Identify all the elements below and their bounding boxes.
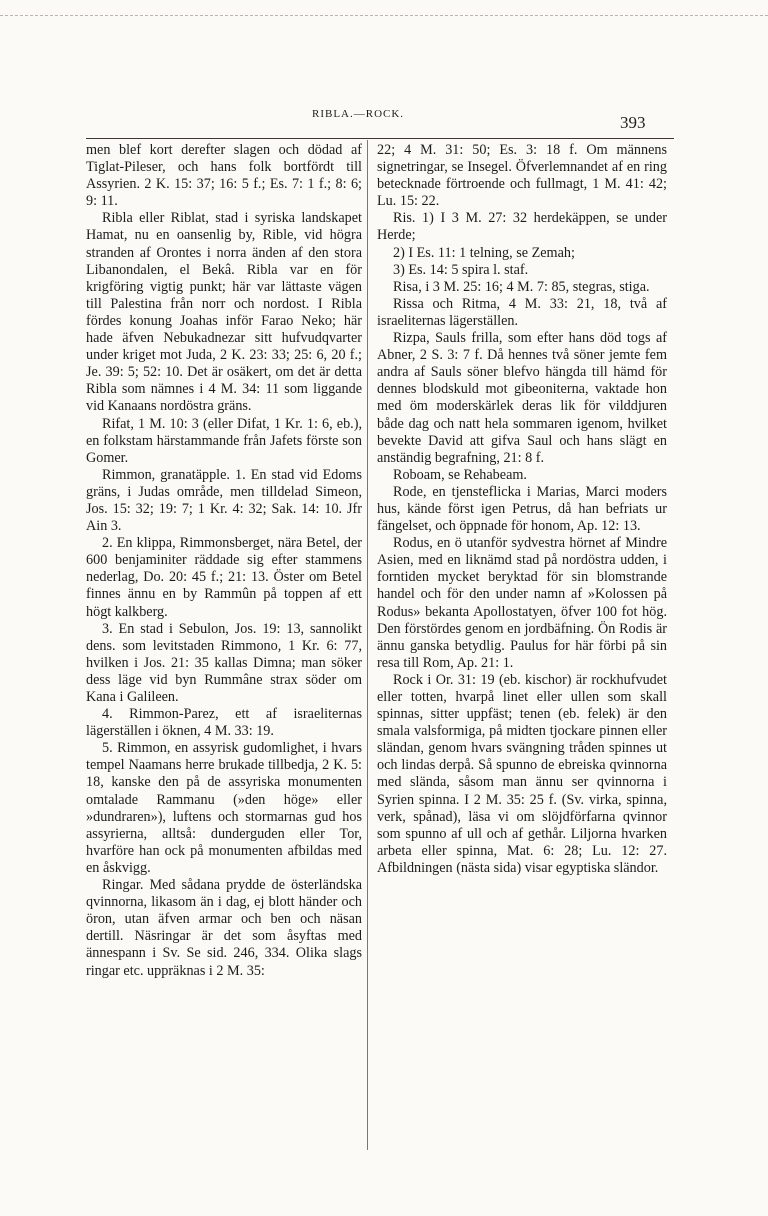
entry-ris-3: 3) Es. 14: 5 spira l. staf. [393, 261, 529, 278]
entry-rimmon-3: 3. En stad i Sebulon, Jos. 19: 13, sannolikt dens. som levitstaden Rimmono, 1 Kr. 6: 77, hvilken i Jos. 21: 35 kallas Dimna; man söker dess läge vid byn Rummâne strax söder om Kana i Galileen. [86, 620, 362, 705]
column-divider [367, 140, 368, 1150]
entry-rizpa: Rizpa, Sauls frilla, som efter hans död togs af Abner, 2 S. 3: 7 f. Då hennes två söner jemte fem andra af Sauls söner blefvo hängda till hämd för dennes blodskuld mot gibeoniterna, vaktade hon med öm moderskärlek deras lik för vilddjuren både dag och natt hela sommaren igenom, hvilket bevekte David att gifva Saul och hans slägt en anständig begrafning, 21: 8 f. [377, 330, 667, 466]
entry-roboam: Roboam, se Rehabeam. [393, 466, 527, 483]
entry-rock: Rock i Or. 31: 19 (eb. kischor) är rockhufvudet eller totten, hvarpå linet eller ullen som skall spinnas, sitter uppfäst; tenen (eb. felek) är den smala valsformiga, på midten tjockare pinnen eller sländan, genom hvars svängning tråden spinnes ut och lindas derpå. Så spunno de ebreiska qvinnorna med slända, såsom man ännu ser qvinnorna i Syrien spinna. I 2 M. 35: 25 f. (Sv. virka, spinna, verk, spånad), läsa vi om slöjdförfarna qvinnor som spunno af ull och af gethår. Liljorna hvarken arbeta eller spinna, Mat. 6: 28; Lu. 12: 27. Afbildningen (nästa sida) visar egyptiska sländor. [377, 671, 667, 876]
entry-rimmon-4: 4. Rimmon-Parez, ett af israeliternas lägerställen i öknen, 4 M. 33: 19. [86, 706, 362, 740]
top-dashed-rule [0, 15, 768, 16]
entry-rode: Rode, en tjensteflicka i Marias, Marci moders hus, kände först igen Petrus, då han befriats ur fängelset, och öppnade för honom, Ap. 12: 13. [377, 483, 667, 535]
right-column [377, 142, 667, 877]
entry-rissa: Rissa och Ritma, 4 M. 33: 21, 18, två af israeliternas lägerställen. [377, 295, 667, 329]
entry-rifat: Rifat, 1 M. 10: 3 (eller Difat, 1 Kr. 1: 6, eb.), en folkstam härstammande från Jafets förste son Gomer. [86, 415, 362, 466]
entry-rodus: Rodus, en ö utanför sydvestra hörnet af Mindre Asien, med en liknämd stad på nordöstra udden, i forntiden mycket beryktad för sin blomstrande handel och för den under namn af »Kolossen på Rodus» bekanta Apollostatyen, öfver 100 fot hög. Den förstördes genom en jordbäfning. Ön Rodis är ännu ganska betydlig. Paulus for här förbi på sin resa till Rom, Ap. 21: 1. [377, 535, 667, 671]
entry-ris-2: 2) I Es. 11: 1 telning, se Zemah; [393, 244, 575, 261]
entry-rimmon-5: 5. Rimmon, en assyrisk gudomlighet, i hvars tempel Naamans herre brukade tillbedja, 2 K. 5: 18, kanske den på de assyriska monumenten omtalade Rammanu (»den höge» eller »dundraren»), luftens och stormarnas gud hos assyrierna, alltså: dunderguden eller Tor, hvarföre han ock på monumenten afbildas med en åskvigg. [86, 740, 362, 876]
page-number: 393 [620, 113, 646, 132]
entry-rimmon-2: 2. En klippa, Rimmonsberget, nära Betel, der 600 benjaminiter räddade sig efter stammens nederlag, Do. 20: 45 f.; 21: 13. Öster om Betel finnes ännu en by Rammûn på toppen af ett högt kalkberg. [86, 535, 362, 620]
entry-risa: Risa, i 3 M. 25: 16; 4 M. 7: 85, stegras, stiga. [393, 278, 650, 295]
entry-paragraph: 22; 4 M. 31: 50; Es. 3: 18 f. Om männens signetringar, se Insegel. Öfverlemnandet af en ring betecknade förtroende och fullmagt, 1 M. 41: 42; Lu. 15: 22. [377, 142, 667, 210]
entry-ribla: Ribla eller Riblat, stad i syriska landskapet Hamat, nu en oansenlig by, Rible, vid högra stranden af Orontes i norra änden af den stora Libanondalen, el Bekâ. Ribla var en för krigföring vigtig punkt; här var lättaste vägen till Palestina från norr och nordost. I Ribla fördes konung Joahas inför Farao Neko; här hade äfven Nebukadnezar sitt hufvudqvarter under kriget mot Juda, 2 K. 23: 33; 25: 6, 20 f.; Je. 39: 5; 52: 10. Det är osäkert, om det är detta Ribla som nämnes i 4 M. 34: 11 som liggande vid Kanaans nordöstra gräns. [86, 210, 362, 415]
entry-ris: Ris. 1) I 3 M. 27: 32 herdekäppen, se under Herde; [377, 210, 667, 244]
entry-rimmon: Rimmon, granatäpple. 1. En stad vid Edoms gräns, i Judas område, men tilldelad Simeon, Jos. 15: 32; 19: 7; 1 Kr. 4: 32; Sak. 14: 10. Jfr Ain 3. [86, 466, 362, 535]
entry-ringar: Ringar. Med sådana prydde de österländska qvinnorna, likasom än i dag, ej blott händer och öron, utan äfven armar och ben och näsan dertill. Näsringar är det som åsyftas med ännespann i Sv. Se sid. 246, 334. Olika slags ringar etc. uppräknas i 2 M. 35: [86, 877, 362, 979]
left-column [86, 142, 362, 980]
header-rule [86, 138, 674, 139]
running-head: RIBLA.—ROCK. [312, 108, 405, 120]
entry-paragraph: men blef kort derefter slagen och dödad af Tiglat-Pileser, och hans folk bortfördt till Assyrien. 2 K. 15: 37; 16: 5 f.; Es. 7: 1 f.; 8: 6; 9: 11. [86, 142, 362, 210]
